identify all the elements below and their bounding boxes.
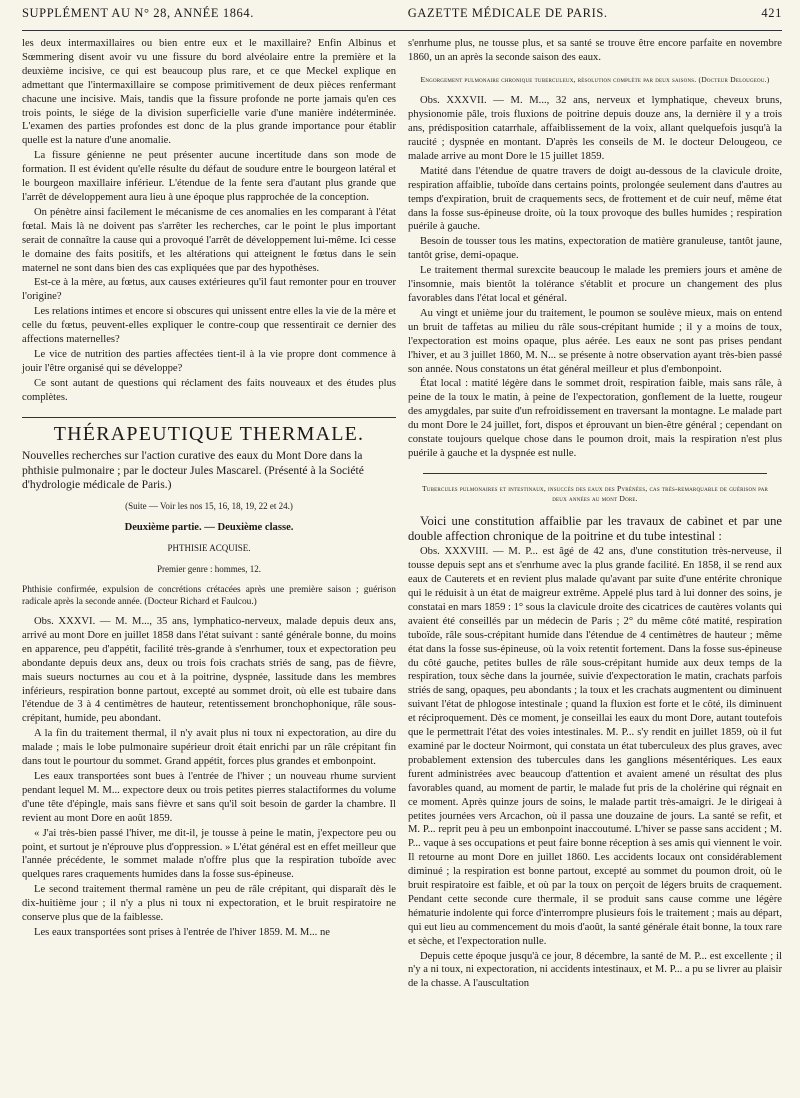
- paragraph: La fissure génienne ne peut présenter aucune incertitude dans son mode de formation. Il est évident qu'elle résulte du défaut de soudure entre le bourgeon latéral et le bourgeon maxillaire inférieur. L'étendue de la fente sera d'autant plus grande que l'arrêt de développement aura lieu à une époque plus rapprochée de la conception.: [22, 150, 396, 203]
- header-supplement: SUPPLÉMENT AU N° 28, ANNÉE 1864.: [22, 6, 254, 20]
- paragraph: Ce sont autant de questions qui réclament des faits nouveaux et des études plus complètes.: [22, 377, 396, 403]
- observation-paragraph: Obs. XXXVIII. — M. P... est âgé de 42 ans, d'une constitution très-nerveuse, il tousse depuis sept ans et s'enrhume avec la plus grande facilité. En 1858, il se rend aux eaux de Cauterets et en revient plus malade qu'avant par suite d'une entérite chronique qui le réduisit à un état de maigreur extrême. Appelé plus tard à lui donner des soins, je constatai en mars 1859 : 1° sous la clavicule droite des cicatrices de cautères volants qui avaient été conseillés par un médecin de Paris ; 2° du même côté matité, respiration tuboïde, râle sous-crépitant humide dans l'étendue de 4 centimètres de hauteur ; même état dans la fosse sus-épineuse, où la voix retentit fortement. Dans la fosse sus-épineuse du côté gauche, petites bulles de râle sous-crépitant humide aux deux temps de la respiration, toux sèche dans la journée, suivie d'expectoration le matin, crachats parfois striés de sang, opaques, peu abondants ; la toux et les crachats augmentent ou diminuent suivant l'état de phlogose intestinale ; quand la fluxion est forte et le côté, ils diminuent et réciproquement. Dès ce moment, je conseillai les eaux du mont Dore, autant toutefois que le permettrait l'état des voies intestinales. M. P... s'y rendit en juillet 1859, où il fut examiné par le docteur Noirmont, qui constata un état tuberculeux des plus graves, avec probablement extension des tubercules dans les ganglions mésentériques. Les eaux furent administrées avec beaucoup d'attention et avaient amené un résultat des plus favorables quand, au moment de partir, le malade fut pris de la cholérine qui régnait en ce moment. Après quinze jours de soins, le malade partit très-amaigri. Je le dirigeai à petites journées vers Arcachon, où il passa une douzaine de jours. La santé se refit, et M. P... reprit peu à peu un embonpoint inaccoutumé. L'hiver se passe sans accident ; M. P... vaque à ses occupations et peut faire bonne réception à ses amis qui viennent le voir. Il retourne au mont Dore en juillet 1860. Les accidents locaux ont considérablement diminué ; la respiration est bonne partout, excepté au sommet du poumon droit, où le bruit respiratoire est faible, et où par la toux on perçoit de légers bruits de craquement. Pendant cette seconde cure thermale, il se produit sans cause comme une légère hématurie indolente qui force d'interrompre plusieurs fois le traitement ; mais au départ, qui eut lieu au commencement du mois d'août, la santé générale était bonne, la toux rare et sèche, et l'expectoration nulle.: [408, 546, 783, 947]
- category-heading: PHTHISIE ACQUISE.: [167, 542, 251, 553]
- case-divider: [423, 473, 767, 474]
- case-heading: Tubercules pulmonaires et intestinaux, insuccès des eaux des Pyrénées, cas très-remarquable de guérison par deux années au mont Dore.: [421, 483, 769, 504]
- observation-paragraph: Depuis cette époque jusqu'à ce jour, 8 décembre, la santé de M. P... est excellente ; il n'y a ni toux, ni expectoration, ni accidents intestinaux, et M. P... a pu se livrer au plaisir de la chasse. A l'auscultation: [408, 950, 782, 990]
- lead-paragraph: Voici une constitution affaiblie par les travaux de cabinet et par une double affection chronique de la poitrine et du tube intestinal :: [408, 513, 782, 544]
- observation-paragraph: Besoin de tousser tous les matins, expectoration de matière granuleuse, tantôt jaune, tantôt grise, demi-opaque.: [408, 236, 782, 262]
- header-journal-title: GAZETTE MÉDICALE DE PARIS.: [407, 6, 608, 20]
- page-number: 421: [761, 6, 782, 20]
- part-heading: Deuxième partie. — Deuxième classe.: [124, 521, 294, 533]
- observation-paragraph: Les eaux transportées sont bues à l'entrée de l'hiver ; un nouveau rhume survient pendant lequel M. M... expectore deux ou trois petites pierres stalactiformes du volume d'une tête d'épingle, mais sans fièvre et sans qu'il soit besoin de garder la chambre. Il revient au mont Dore en août 1859.: [22, 770, 396, 824]
- paragraph: Est-ce à la mère, au fœtus, aux causes extérieures qu'il faut remonter pour en trouver l'origine?: [22, 277, 396, 303]
- right-column: [408, 37, 782, 992]
- observation-paragraph: A la fin du traitement thermal, il n'y avait plus ni toux ni expectoration, au dire du malade ; mais le lobe pulmonaire supérieur droit était enrichi par un râle crépitant fin dans tout le pourtour du sommet. Grand appétit, forces plus grandes et embonpoint.: [22, 728, 396, 768]
- observation-paragraph: Obs. XXXVI. — M. M..., 35 ans, lymphatico-nerveux, malade depuis deux ans, arrivé au mont Dore en juillet 1858 dans l'état suivant : santé générale bonne, du moins en apparence, peu d'appétit, facilité très-grande à s'enrhumer, toux et expectoration peu abondante depuis deux ans, deux ou trois fois crachats striés de sang, pas de fièvre, mais sueurs nocturnes au cou et à la poitrine, dyspnée, lassitude dans les membres inférieurs, respiration bonne partout, excepté au sommet droit, où elle est tubaire dans l'étendue de 3 à 4 centimètres de hauteur, retentissement bronchophonique, râle sous-crépitant, humide, peu abondant.: [22, 616, 396, 725]
- observation-paragraph: Obs. XXXVII. — M. M..., 32 ans, nerveux et lymphatique, cheveux bruns, physionomie pâle, trois fluxions de poitrine depuis douze ans, la dernière il y a trois ans, prédisposition catarrhale, affaiblissement de la voix, allant quelquefois jusqu'à la raucité ; dyspnée en montant. D'après les conseils de M. le docteur Delougeou, ce malade arrive au mont Dore le 15 juillet 1859.: [408, 95, 782, 162]
- paragraph: s'enrhume plus, ne tousse plus, et sa santé se trouve être encore parfaite en novembre 1860, un an après la seconde saison des eaux.: [408, 38, 782, 63]
- observation-paragraph: Le traitement thermal surexcite beaucoup le malade les premiers jours et amène de l'insomnie, mais bientôt la tolérance s'établit et procure un changement des plus favorables dans l'état local et général.: [408, 265, 782, 304]
- observation-paragraph: Au vingt et unième jour du traitement, le poumon se soulève mieux, mais on entend un bruit de taffetas au milieu du râle sous-crépitant humide ; il y a moins de toux, l'expectoration est moins opaque, plus aérée. Les eaux ne sont pas prises pendant l'hiver, et au 3 juillet 1860, M. N... se présente à notre observation ayant très-bien passé son année. Nous constatons un état général meilleur et plus d'embonpoint.: [408, 307, 782, 375]
- case-heading: Engorgement pulmonaire chronique tuberculeux, résolution complète par deux saisons. (Docteur Delougeou.): [420, 74, 770, 84]
- case-heading: Phthisie confirmée, expulsion de concrétions crétacées après une première saison ; guérison radicale après la seconde année. (Docteur Richard et Faulcou.): [22, 584, 396, 607]
- article-subtitle: Nouvelles recherches sur l'action curative des eaux du Mont Dore dans la phthisie pulmonaire ; par le docteur Jules Mascarel. (Présenté à la Société d'hydrologie médicale de Paris.): [22, 449, 364, 492]
- observation-paragraph: État local : matité légère dans le sommet droit, respiration faible, mais sans râle, à peine de la toux le matin, à peine de l'expectoration, gonflement de la luette, rougeur des amygdales, par suite d'un refroidissement en traversant la montagne. Le malade part du mont Dore le 24 juillet, fort, dispos et éprouvant un bien-être général ; cependant on constate toujours quelque chose dans le poumon droit, mais la respiration n'est plus puérile à gauche et la dyspnée est nulle.: [408, 378, 782, 459]
- paragraph: les deux intermaxillaires ou bien entre eux et le maxillaire? Enfin Albinus et Sœmmering disent avoir vu une fissure du bord alvéolaire entre la première et la deuxième incisive, ce qui est beaucoup plus rare, et ce que Meckel explique en admettant que l'intermaxillaire se compose primitivement de deux pièces renfermant chacune une incisive. Mais, tandis que la fissure profonde ne porte jamais qu'en ces trois points, le siége de la division superficielle varie d'une manière indéterminée. L'examen des parties profondes est donc de la plus grande importance pour établir quelle est la nature d'une anomalie.: [22, 38, 396, 147]
- observation-paragraph: Les eaux transportées sont prises à l'entrée de l'hiver 1859. M. M... ne: [34, 926, 330, 938]
- section-title: THÉRAPEUTIQUE THERMALE.: [53, 422, 365, 445]
- left-column: [22, 37, 396, 992]
- observation-paragraph: « J'ai très-bien passé l'hiver, me dit-il, je tousse à peine le matin, j'expectore peu ou point, et surtout je n'éprouve plus d'oppression. » L'état général est en effet meilleur que l'année précédente, le sommet malade n'offre plus que la respiration tuboïde avec quelques rares craquements humides dans la fosse sus-épineuse.: [22, 827, 396, 881]
- observation-paragraph: Matité dans l'étendue de quatre travers de doigt au-dessous de la clavicule droite, respiration affaiblie, tuboïde dans certains points, prolongée seulement dans d'autres au temps d'expiration, bruit de craquements secs, de frottement et de cuir neuf, même état dans la fosse sus-épineuse droite, où la toux provoque des bulles humides ; respiration puérile à gauche.: [408, 165, 782, 233]
- running-header: [22, 0, 782, 31]
- paragraph: On pénètre ainsi facilement le mécanisme de ces anomalies en les comparant à l'état fœtal. Mais là ne doivent pas s'arrêter les recherches, car le point le plus important serait de connaître la cause qui a provoqué l'arrêt de développement lui-même. Ici cesse le domaine des faits positifs, et les altérations qui atteignent le fœtus dans le sein maternel ne sont dans bien des cas expliquées que par des hypothèses.: [22, 206, 396, 274]
- paragraph: Les relations intimes et encore si obscures qui unissent entre elles la vie de la mère et celle du fœtus, peuvent-elles expliquer le contre-coup que ressentirait ce dernier des affections maternelles?: [22, 306, 396, 346]
- genre-heading: Premier genre : hommes, 12.: [157, 563, 261, 574]
- section-divider: [22, 417, 396, 418]
- continuation-note: (Suite — Voir les nos 15, 16, 18, 19, 22 et 24.): [125, 500, 293, 511]
- observation-paragraph: Le second traitement thermal ramène un peu de râle crépitant, qui disparaît dès le dix-huitième jour ; il n'y a plus ni toux ni expectoration, et le bruit respiratoire ne conserve plus que de la faiblesse.: [22, 884, 396, 924]
- paragraph: Le vice de nutrition des parties affectées tient-il à la vie propre dont commence à jouir l'être organisé qui se développe?: [22, 348, 396, 374]
